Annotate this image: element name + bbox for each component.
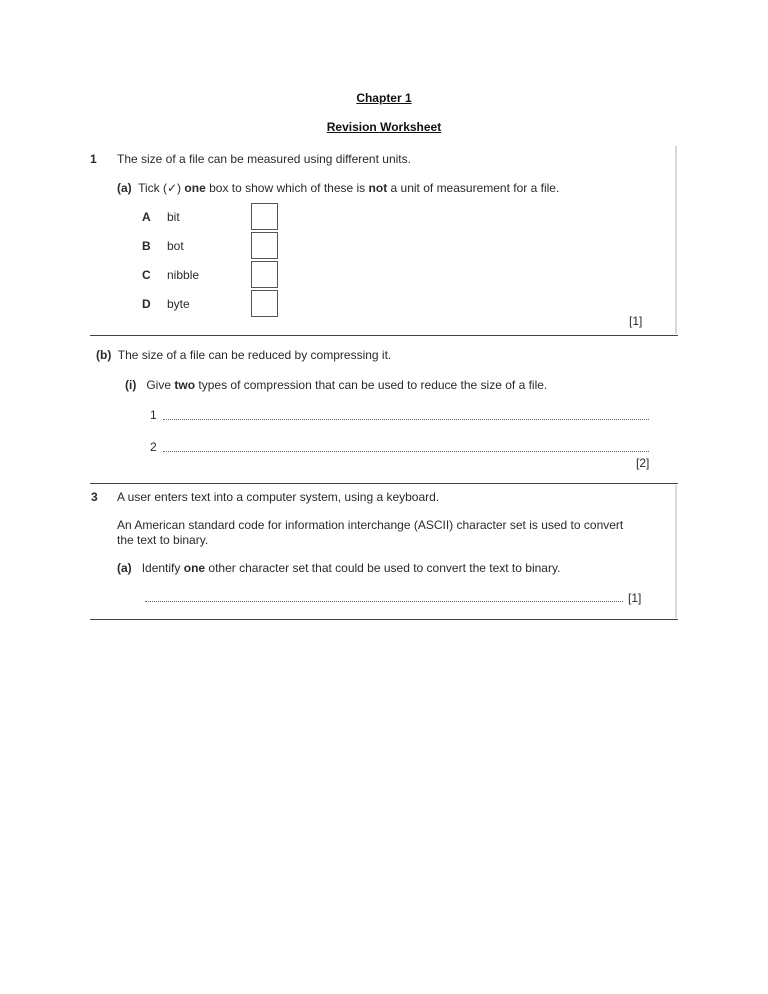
option-text-d: byte bbox=[167, 297, 190, 311]
q3-stem: A user enters text into a computer system, using a keyboard. bbox=[117, 490, 440, 504]
option-checkbox-b[interactable] bbox=[251, 232, 278, 259]
answer-line-label-1: 1 bbox=[150, 408, 157, 422]
q1a-bold-one: one bbox=[184, 181, 206, 195]
q1a-text-before: Tick (✓) bbox=[138, 181, 182, 195]
q3a-bold-one: one bbox=[183, 561, 206, 575]
option-checkbox-c[interactable] bbox=[251, 261, 278, 288]
q3-number: 3 bbox=[91, 490, 98, 504]
q1a-label: (a) bbox=[117, 181, 132, 195]
option-letter-d: D bbox=[142, 297, 151, 311]
q1bi-marks: [2] bbox=[636, 456, 650, 470]
option-letter-b: B bbox=[142, 239, 151, 253]
worksheet-title: Revision Worksheet bbox=[326, 120, 442, 134]
q1bi-label: (i) bbox=[125, 378, 137, 392]
q1a-marks: [1] bbox=[629, 314, 643, 328]
q3-paragraph-line2: the text to binary. bbox=[117, 533, 209, 547]
option-checkbox-a[interactable] bbox=[251, 203, 278, 230]
answer-line-2[interactable] bbox=[163, 451, 649, 452]
answer-line-label-2: 2 bbox=[150, 440, 157, 454]
q1bi-bold-two: two bbox=[174, 378, 196, 392]
q3a-label: (a) bbox=[117, 561, 132, 575]
q1-stem: The size of a file can be measured using different units. bbox=[117, 152, 411, 166]
q1bi-text-before: Give bbox=[146, 378, 172, 392]
answer-line-1[interactable] bbox=[163, 419, 649, 420]
q3-paragraph-line1: An American standard code for information interchange (ASCII) character set is used to convert bbox=[117, 518, 624, 532]
divider-q1a bbox=[90, 335, 678, 336]
option-text-c: nibble bbox=[167, 268, 200, 282]
q1bi-text-after: types of compression that can be used to reduce the size of a file. bbox=[198, 378, 548, 392]
q1a-text-mid: box to show which of these is bbox=[209, 181, 366, 195]
q3-panel-border bbox=[675, 485, 677, 618]
q1b-text: The size of a file can be reduced by compressing it. bbox=[117, 348, 392, 362]
option-text-a: bit bbox=[167, 210, 180, 224]
q3a-marks: [1] bbox=[628, 591, 642, 605]
q3a-text-after: other character set that could be used to convert the text to binary. bbox=[208, 561, 561, 575]
option-text-b: bot bbox=[167, 239, 184, 253]
option-letter-c: C bbox=[142, 268, 151, 282]
q1b-prompt bbox=[96, 348, 391, 362]
q1bi-prompt bbox=[125, 378, 547, 392]
chapter-title: Chapter 1 bbox=[356, 91, 412, 105]
q1b-label: (b) bbox=[96, 348, 112, 362]
q1a-text-after: a unit of measurement for a file. bbox=[390, 181, 560, 195]
q1a-prompt bbox=[117, 181, 559, 195]
q1-number: 1 bbox=[90, 152, 97, 166]
q3a-prompt bbox=[117, 561, 560, 575]
q3a-answer-line[interactable] bbox=[145, 601, 623, 602]
q1-panel-border bbox=[675, 146, 677, 334]
divider-q3 bbox=[90, 619, 678, 620]
q3a-text-before: Identify bbox=[141, 561, 181, 575]
divider-q1b bbox=[90, 483, 678, 484]
option-checkbox-d[interactable] bbox=[251, 290, 278, 317]
option-letter-a: A bbox=[142, 210, 151, 224]
q1a-bold-not: not bbox=[368, 181, 388, 195]
